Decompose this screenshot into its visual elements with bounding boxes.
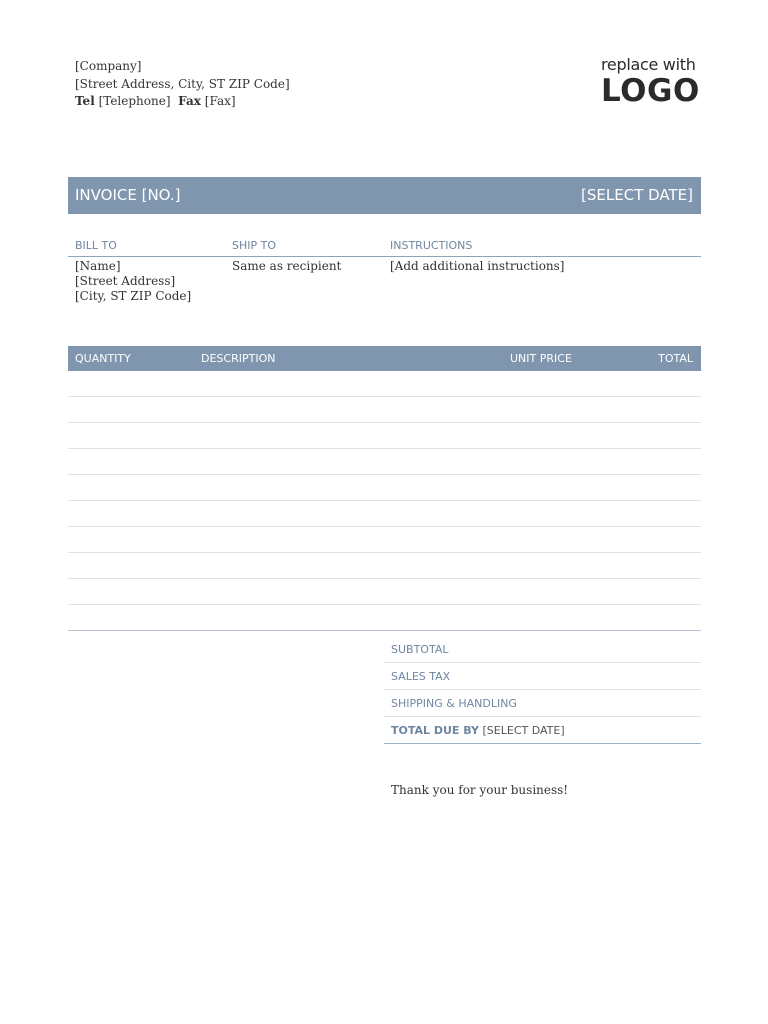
total-header: TOTAL bbox=[658, 352, 693, 365]
invoice-banner bbox=[68, 177, 701, 214]
logo-line1: replace with bbox=[601, 55, 696, 74]
sales-tax-label: SALES TAX bbox=[391, 670, 451, 683]
total-due-row bbox=[384, 717, 701, 744]
table-row[interactable] bbox=[68, 605, 701, 631]
company-contact bbox=[75, 93, 290, 111]
instructions-value[interactable]: [Add additional instructions] bbox=[390, 259, 565, 273]
bill-to-city: [City, ST ZIP Code] bbox=[75, 289, 192, 303]
tel-value: [Telephone] bbox=[98, 94, 171, 108]
total-due bbox=[391, 724, 565, 737]
bill-to-block[interactable] bbox=[75, 259, 191, 304]
logo-placeholder bbox=[601, 55, 700, 107]
table-row[interactable] bbox=[68, 423, 701, 449]
company-name: [Company] bbox=[75, 59, 142, 73]
subtotal-row bbox=[384, 636, 701, 663]
total-due-date[interactable]: [SELECT DATE] bbox=[482, 724, 565, 737]
table-row[interactable] bbox=[68, 527, 701, 553]
shipping-label: SHIPPING & HANDLING bbox=[391, 697, 517, 710]
bill-to-name: [Name] bbox=[75, 259, 121, 273]
table-row[interactable] bbox=[68, 579, 701, 605]
company-block bbox=[75, 58, 290, 111]
totals-block bbox=[384, 636, 701, 744]
description-header: DESCRIPTION bbox=[201, 352, 276, 365]
quantity-header: QUANTITY bbox=[75, 352, 131, 365]
subtotal-label: SUBTOTAL bbox=[391, 643, 449, 656]
items-header bbox=[68, 346, 701, 371]
table-row[interactable] bbox=[68, 397, 701, 423]
instructions-header: INSTRUCTIONS bbox=[390, 239, 473, 252]
shipping-row bbox=[384, 690, 701, 717]
total-due-label: TOTAL DUE BY bbox=[391, 724, 480, 737]
invoice-number[interactable]: INVOICE [NO.] bbox=[75, 186, 181, 204]
items-table bbox=[68, 371, 701, 631]
bill-to-street: [Street Address] bbox=[75, 274, 176, 288]
table-row[interactable] bbox=[68, 501, 701, 527]
bill-to-header: BILL TO bbox=[75, 239, 117, 252]
fax-value: [Fax] bbox=[204, 94, 236, 108]
ship-to-header: SHIP TO bbox=[232, 239, 277, 252]
table-row[interactable] bbox=[68, 553, 701, 579]
tel-label: Tel bbox=[75, 94, 95, 108]
invoice-date[interactable]: [SELECT DATE] bbox=[581, 186, 693, 204]
table-row[interactable] bbox=[68, 371, 701, 397]
logo-line2: LOGO bbox=[601, 73, 700, 109]
ship-to-value[interactable]: Same as recipient bbox=[232, 259, 342, 273]
thank-you-note: Thank you for your business! bbox=[391, 783, 569, 797]
table-row[interactable] bbox=[68, 449, 701, 475]
sales-tax-row bbox=[384, 663, 701, 690]
table-row[interactable] bbox=[68, 475, 701, 501]
unit-price-header: UNIT PRICE bbox=[510, 352, 572, 365]
billing-header bbox=[68, 236, 701, 257]
fax-label: Fax bbox=[178, 94, 201, 108]
company-address: [Street Address, City, ST ZIP Code] bbox=[75, 76, 290, 91]
